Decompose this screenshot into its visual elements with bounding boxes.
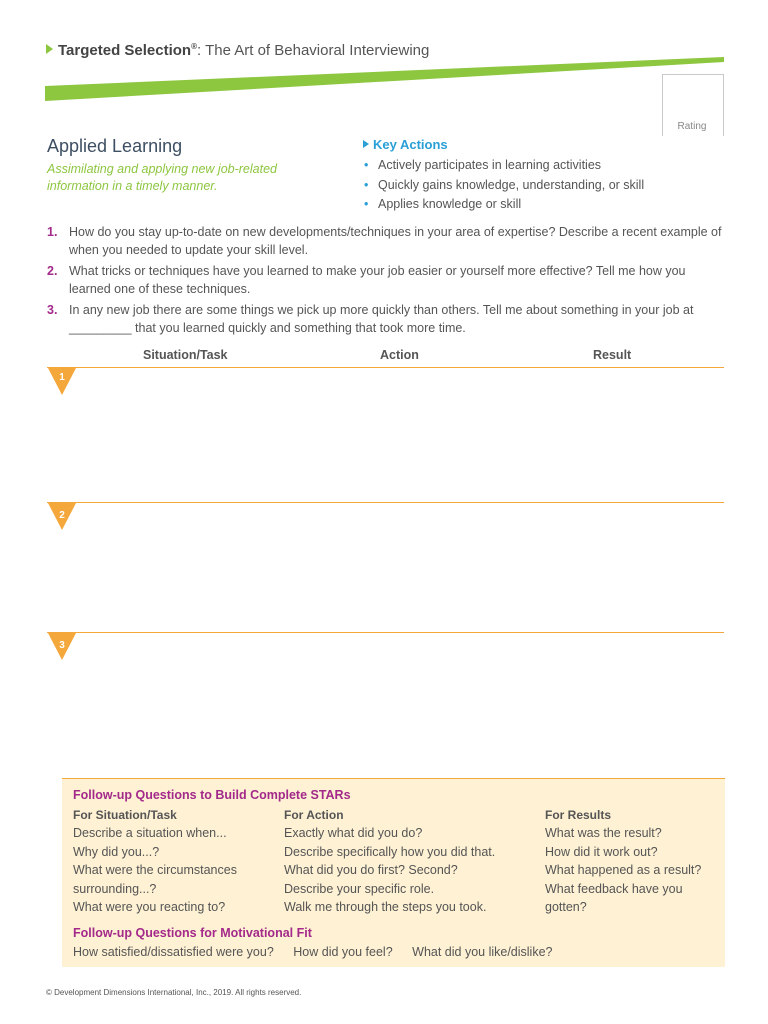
followup-results-column [545,808,701,917]
key-action-item: • Actively participates in learning activities [363,158,644,178]
followup-item: What feedback have you [545,881,683,896]
followup-box [62,778,725,967]
followup-item: How satisfied/dissatisfied were you? [73,945,274,959]
key-actions-title: Key Actions [373,137,448,152]
followup-item: What happened as a result? [545,863,702,877]
row-divider [47,502,724,503]
competency-definition: Assimilating and applying new job-related information in a timely manner. [47,162,277,193]
brand-name: Targeted Selection [58,42,192,59]
followup-item: What were you reacting to? [73,900,226,914]
question-number: 3. [47,303,58,317]
question-1 [47,224,727,259]
column-header-result: Result [593,348,632,362]
motivational-fit-title: Follow-up Questions for Motivational Fit [73,926,312,940]
column-header-situation: Situation/Task [143,348,228,362]
row-divider [47,632,724,633]
question-number: 1. [47,225,58,239]
followup-item: What were the circumstances [73,863,237,877]
followup-item: Why did you...? [73,844,160,859]
followup-situation-column [73,808,237,917]
row-marker-2 [48,503,76,530]
rating-label: Rating [677,121,707,132]
competency-title: Applied Learning [47,136,183,156]
followup-item: What was the result? [545,826,662,840]
followup-column-header: For Results [545,808,612,822]
motivational-fit-items [73,943,569,962]
question-text: What tricks or techniques have you learned to make your job easier or yourself more effective? Tell me how you learned one of these techniques. [69,264,686,296]
copyright-footer: © Development Dimensions International, Inc., 2019. All rights reserved. [46,988,302,997]
followup-item: How did you feel? [293,945,393,959]
green-swoosh [0,0,768,110]
star-answer-area-3[interactable] [76,635,724,775]
key-actions-list [363,158,644,217]
followup-item: Describe your specific role. [284,881,435,896]
registered-mark: ® [191,42,197,51]
followup-item: gotten? [545,900,587,914]
followup-item: Walk me through the steps you took. [284,900,487,914]
followup-item: How did it work out? [545,844,658,859]
followup-title: Follow-up Questions to Build Complete STARs [73,788,351,802]
followup-item: Describe a situation when... [73,826,227,840]
row-number: 3 [59,640,65,651]
arrow-icon [363,140,369,148]
question-text: How do you stay up-to-date on new developments/techniques in your area of expertise? Describe a recent example of when you needed to update your skill level. [69,225,722,257]
question-number: 2. [47,264,58,278]
question-text: In any new job there are some things we pick up more quickly than others. Tell me about something in your job at _________ that you learned quickly and something that took more time. [69,303,694,335]
row-divider [47,367,724,368]
followup-action-column [284,808,495,917]
star-answer-area-1[interactable] [76,370,724,500]
followup-item: Describe specifically how you did that. [284,844,496,859]
followup-item: surrounding...? [73,881,157,896]
column-header-action: Action [380,348,419,362]
key-action-item: • Quickly gains knowledge, understanding, or skill [363,178,644,198]
followup-column-header: For Situation/Task [73,808,177,822]
question-3 [47,302,727,337]
followup-item: What did you like/dislike? [412,945,553,959]
key-action-item: • Applies knowledge or skill [363,197,644,217]
key-actions-heading [363,137,448,152]
row-marker-3 [48,633,76,660]
star-answer-area-2[interactable] [76,505,724,630]
row-number: 2 [59,510,65,521]
followup-item: What did you do first? Second? [284,863,458,877]
header-subtitle: : The Art of Behavioral Interviewing [197,42,430,59]
row-number: 1 [59,372,65,383]
followup-column-header: For Action [284,808,344,822]
followup-item: Exactly what did you do? [284,826,423,840]
question-2 [47,263,727,298]
row-marker-1 [48,368,76,395]
